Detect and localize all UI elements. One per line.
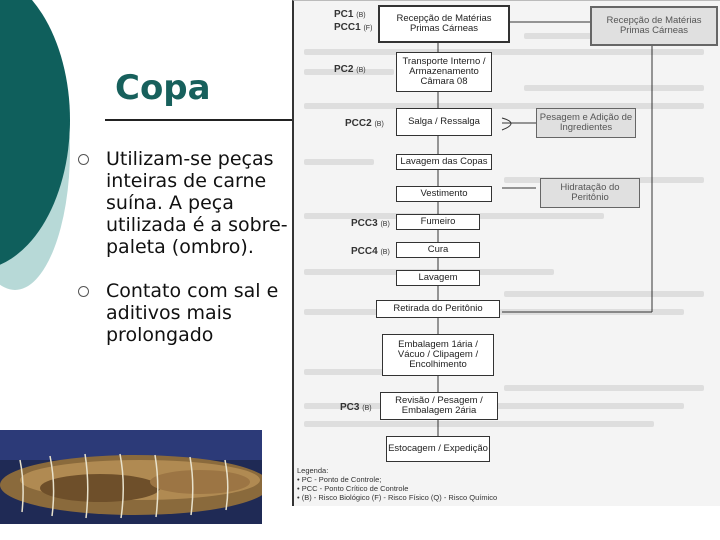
side-recepcao: Recepção de Matérias Primas Cárneas — [590, 6, 718, 46]
step-estocagem: Estocagem / Expedição — [386, 436, 490, 462]
legend-item: • PCC - Ponto Crítico de Controle — [297, 484, 409, 493]
step-revisao-pesagem: Revisão / Pesagem / Embalagem 2ária — [380, 392, 498, 420]
bullet-text: Contato com sal e aditivos mais prolongado — [106, 280, 279, 346]
control-point-pcc2: PCC2 (B) — [345, 118, 384, 129]
bullet-item — [78, 280, 288, 346]
step-transporte: Transporte Interno / Armazenamento Câmara 08 — [396, 52, 492, 92]
step-vestimento: Vestimento — [396, 186, 492, 202]
step-salga: Salga / Ressalga — [396, 108, 492, 136]
step-lavagem: Lavagem — [396, 270, 480, 286]
control-point-pc1: PC1 (B) — [334, 9, 366, 20]
step-lavagem-copas: Lavagem das Copas — [396, 154, 492, 170]
control-point-pc3: PC3 (B) — [340, 402, 372, 413]
bullet-list — [78, 148, 288, 364]
step-fumeiro: Fumeiro — [396, 214, 480, 230]
bullet-circle-icon — [78, 154, 89, 165]
legend-title: Legenda: — [297, 466, 329, 475]
title-underline — [105, 119, 295, 121]
step-cura: Cura — [396, 242, 480, 258]
slide-title: Copa — [115, 68, 211, 108]
control-point-pcc1: PCC1 (F) — [334, 22, 373, 33]
flowchart-legend — [297, 466, 717, 502]
legend-item: • (B) - Risco Biológico (F) - Risco Físico (Q) - Risco Químico — [297, 493, 498, 502]
bullet-item — [78, 148, 288, 258]
control-point-pcc3: PCC3 (B) — [351, 218, 390, 229]
step-recepcao: Recepção de Matérias Primas Cárneas — [378, 5, 510, 43]
side-pesagem-adicao: Pesagem e Adição de Ingredientes — [536, 108, 636, 138]
control-point-pc2: PC2 (B) — [334, 64, 366, 75]
bullet-circle-icon — [78, 286, 89, 297]
bullet-text: Utilizam-se peças inteiras de carne suína. A peça utilizada é a sobre-paleta (ombro). — [106, 148, 288, 258]
side-hidratacao-peritonio: Hidratação do Peritônio — [540, 178, 640, 208]
legend-item: • PC - Ponto de Controle; — [297, 475, 382, 484]
step-embalagem-primaria: Embalagem 1ária / Vácuo / Clipagem / Encolhimento — [382, 334, 494, 376]
step-retirada-peritonio: Retirada do Peritônio — [376, 300, 500, 318]
copa-meat-image — [0, 430, 262, 524]
control-point-pcc4: PCC4 (B) — [351, 246, 390, 257]
